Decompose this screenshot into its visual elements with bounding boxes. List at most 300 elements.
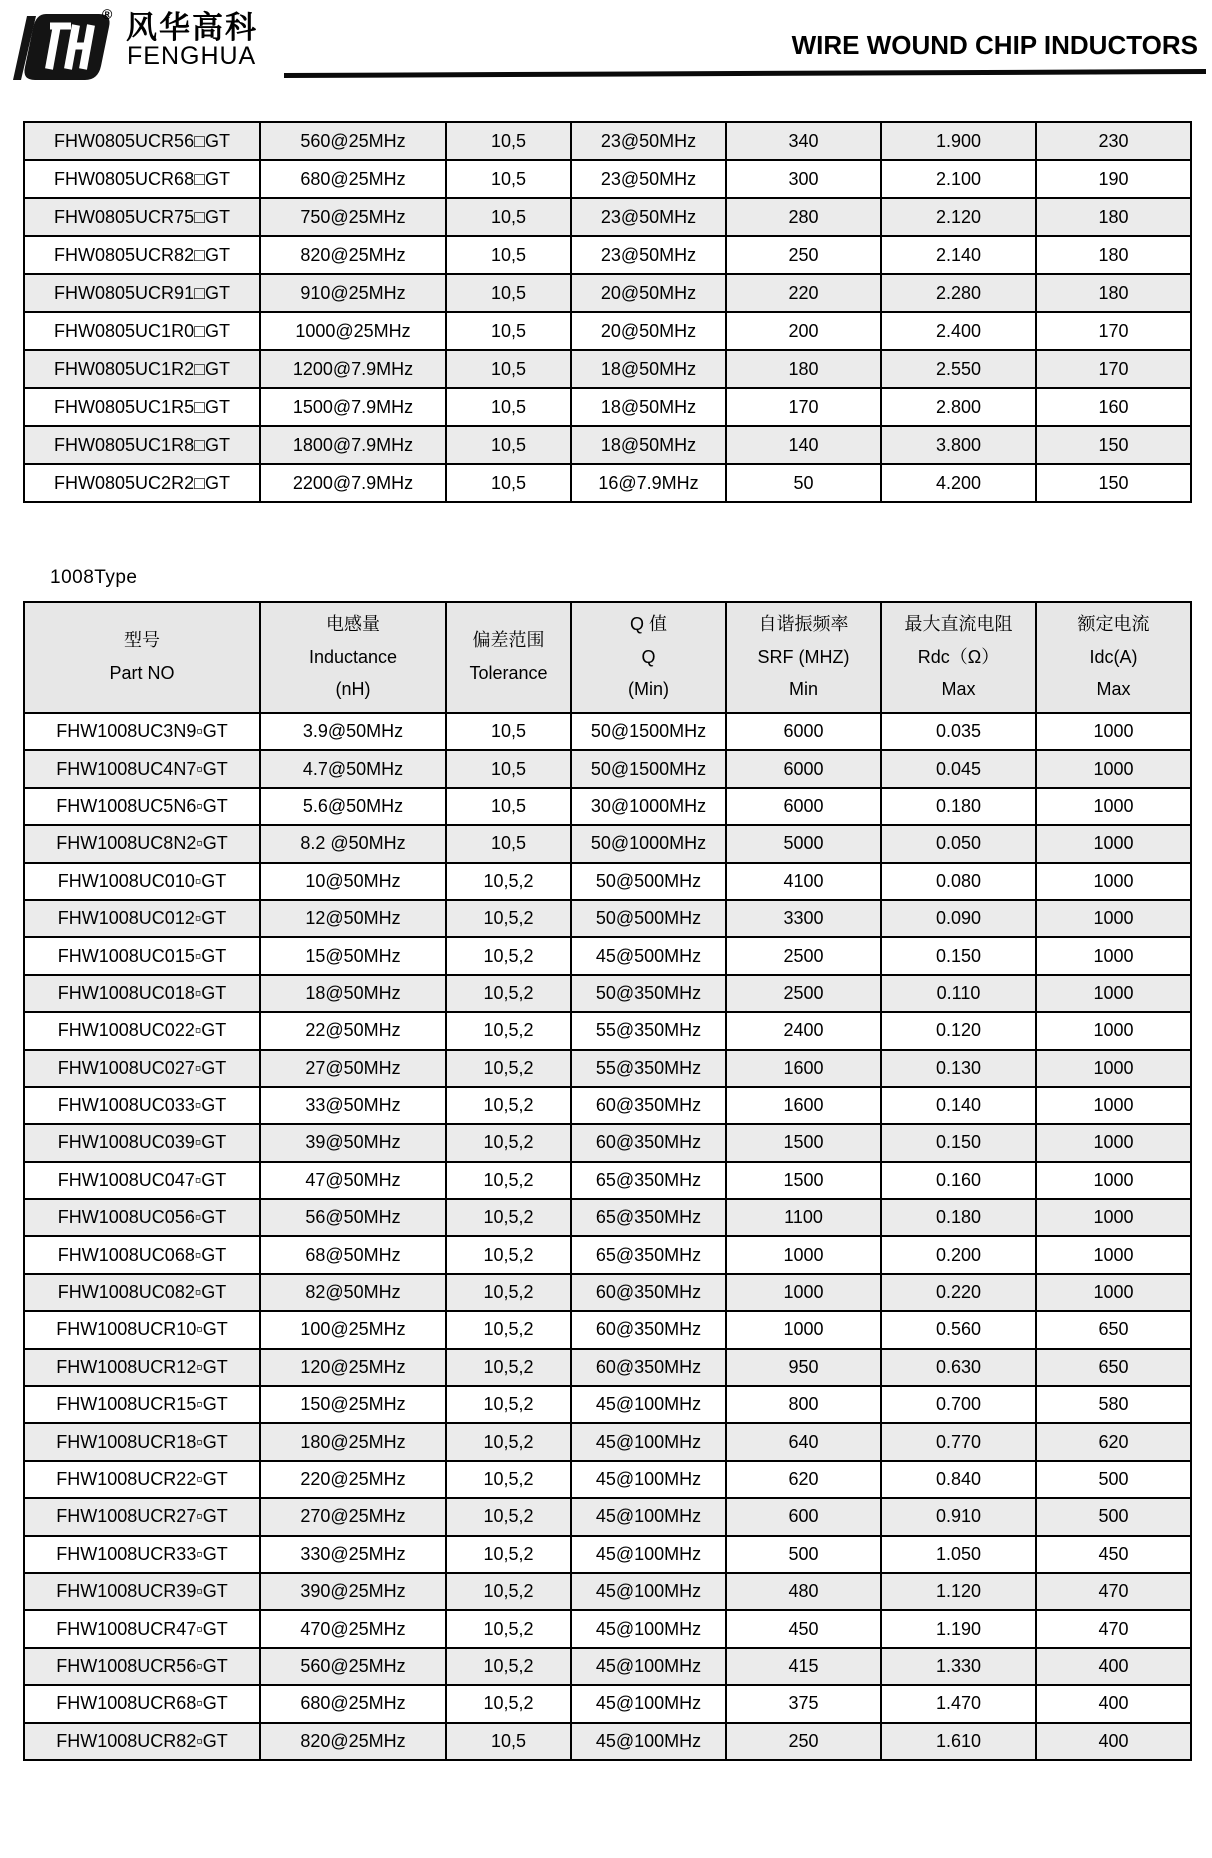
inductance-cell: 22@50MHz — [260, 1012, 446, 1049]
rdc-cell: 0.180 — [881, 788, 1036, 825]
idc-cell: 1000 — [1036, 975, 1191, 1012]
inductance-cell: 120@25MHz — [260, 1349, 446, 1386]
tolerance-cell: 10,5 — [446, 198, 571, 236]
rdc-cell: 1.470 — [881, 1685, 1036, 1722]
tolerance-cell: 10,5,2 — [446, 1685, 571, 1722]
inductance-cell: 270@25MHz — [260, 1498, 446, 1535]
table-row — [24, 900, 1191, 937]
srf-cell: 1600 — [726, 1050, 881, 1087]
inductance-cell: 33@50MHz — [260, 1087, 446, 1124]
q-cell: 23@50MHz — [571, 122, 726, 160]
table-row — [24, 1610, 1191, 1647]
part-no-cell: FHW1008UCR82▫GT — [24, 1723, 260, 1760]
table-row — [24, 1349, 1191, 1386]
srf-cell: 220 — [726, 274, 881, 312]
rdc-cell: 0.630 — [881, 1349, 1036, 1386]
column-header-part-no: 型号 Part NO — [24, 602, 260, 713]
table-row — [24, 388, 1191, 426]
q-cell: 18@50MHz — [571, 388, 726, 426]
idc-cell: 1000 — [1036, 1162, 1191, 1199]
part-no-cell: FHW1008UC022▫GT — [24, 1012, 260, 1049]
table-row — [24, 464, 1191, 502]
inductance-cell: 560@25MHz — [260, 122, 446, 160]
table-row — [24, 1648, 1191, 1685]
table-row — [24, 825, 1191, 862]
inductance-cell: 47@50MHz — [260, 1162, 446, 1199]
inductance-cell: 18@50MHz — [260, 975, 446, 1012]
srf-cell: 2400 — [726, 1012, 881, 1049]
idc-cell: 180 — [1036, 198, 1191, 236]
inductance-cell: 910@25MHz — [260, 274, 446, 312]
rdc-cell: 2.280 — [881, 274, 1036, 312]
srf-cell: 2500 — [726, 937, 881, 974]
part-no-cell: FHW1008UCR12▫GT — [24, 1349, 260, 1386]
q-cell: 45@100MHz — [571, 1498, 726, 1535]
srf-cell: 250 — [726, 236, 881, 274]
srf-cell: 1100 — [726, 1199, 881, 1236]
idc-cell: 150 — [1036, 464, 1191, 502]
q-cell: 65@350MHz — [571, 1162, 726, 1199]
part-no-cell: FHW1008UC4N7▫GT — [24, 750, 260, 787]
tolerance-cell: 10,5,2 — [446, 1423, 571, 1460]
q-cell: 60@350MHz — [571, 1349, 726, 1386]
tolerance-cell: 10,5 — [446, 274, 571, 312]
inductance-cell: 2200@7.9MHz — [260, 464, 446, 502]
inductance-cell: 680@25MHz — [260, 1685, 446, 1722]
part-no-cell: FHW1008UCR15▫GT — [24, 1386, 260, 1423]
idc-cell: 500 — [1036, 1461, 1191, 1498]
q-cell: 23@50MHz — [571, 160, 726, 198]
part-no-cell: FHW1008UCR47▫GT — [24, 1610, 260, 1647]
srf-cell: 800 — [726, 1386, 881, 1423]
rdc-cell: 0.180 — [881, 1199, 1036, 1236]
tolerance-cell: 10,5,2 — [446, 1012, 571, 1049]
rdc-cell: 0.150 — [881, 937, 1036, 974]
srf-cell: 500 — [726, 1536, 881, 1573]
srf-cell: 600 — [726, 1498, 881, 1535]
q-cell: 45@500MHz — [571, 937, 726, 974]
srf-cell: 620 — [726, 1461, 881, 1498]
part-no-cell: FHW1008UC015▫GT — [24, 937, 260, 974]
tolerance-cell: 10,5 — [446, 464, 571, 502]
srf-cell: 1000 — [726, 1274, 881, 1311]
rdc-cell: 0.080 — [881, 863, 1036, 900]
tolerance-cell: 10,5,2 — [446, 1087, 571, 1124]
rdc-cell: 0.770 — [881, 1423, 1036, 1460]
rdc-cell: 0.160 — [881, 1162, 1036, 1199]
inductance-cell: 15@50MHz — [260, 937, 446, 974]
table-row — [24, 1685, 1191, 1722]
part-no-cell: FHW1008UCR22▫GT — [24, 1461, 260, 1498]
table-row — [24, 236, 1191, 274]
part-no-cell: FHW0805UCR56□GT — [24, 122, 260, 160]
srf-cell: 340 — [726, 122, 881, 160]
rdc-cell: 2.120 — [881, 198, 1036, 236]
idc-cell: 170 — [1036, 350, 1191, 388]
idc-cell: 1000 — [1036, 825, 1191, 862]
part-no-cell: FHW0805UC1R5□GT — [24, 388, 260, 426]
srf-cell: 415 — [726, 1648, 881, 1685]
part-no-cell: FHW1008UCR39▫GT — [24, 1573, 260, 1610]
tolerance-cell: 10,5,2 — [446, 1386, 571, 1423]
table-row — [24, 863, 1191, 900]
tolerance-cell: 10,5 — [446, 426, 571, 464]
q-cell: 45@100MHz — [571, 1610, 726, 1647]
inductance-cell: 4.7@50MHz — [260, 750, 446, 787]
rdc-cell: 1.330 — [881, 1648, 1036, 1685]
tolerance-cell: 10,5,2 — [446, 1236, 571, 1273]
table-row — [24, 1573, 1191, 1610]
table-row — [24, 713, 1191, 750]
table-row — [24, 975, 1191, 1012]
idc-cell: 1000 — [1036, 863, 1191, 900]
rdc-cell: 0.110 — [881, 975, 1036, 1012]
tolerance-cell: 10,5,2 — [446, 1199, 571, 1236]
inductance-cell: 560@25MHz — [260, 1648, 446, 1685]
part-no-cell: FHW1008UC010▫GT — [24, 863, 260, 900]
srf-cell: 170 — [726, 388, 881, 426]
tolerance-cell: 10,5,2 — [446, 1050, 571, 1087]
idc-cell: 470 — [1036, 1573, 1191, 1610]
inductance-cell: 330@25MHz — [260, 1536, 446, 1573]
brand-name-english: FENGHUA — [127, 42, 257, 70]
q-cell: 60@350MHz — [571, 1274, 726, 1311]
idc-cell: 580 — [1036, 1386, 1191, 1423]
rdc-cell: 1.050 — [881, 1536, 1036, 1573]
inductance-cell: 680@25MHz — [260, 160, 446, 198]
tolerance-cell: 10,5,2 — [446, 1573, 571, 1610]
inductance-cell: 27@50MHz — [260, 1050, 446, 1087]
part-no-cell: FHW0805UCR68□GT — [24, 160, 260, 198]
inductor-table-0805 — [23, 121, 1192, 503]
page-title: WIRE WOUND CHIP INDUCTORS — [791, 30, 1198, 60]
q-cell: 50@1000MHz — [571, 825, 726, 862]
srf-cell: 480 — [726, 1573, 881, 1610]
srf-cell: 1500 — [726, 1124, 881, 1161]
idc-cell: 180 — [1036, 236, 1191, 274]
part-no-cell: FHW1008UC068▫GT — [24, 1236, 260, 1273]
tolerance-cell: 10,5 — [446, 788, 571, 825]
table-row — [24, 1199, 1191, 1236]
idc-cell: 500 — [1036, 1498, 1191, 1535]
idc-cell: 1000 — [1036, 1199, 1191, 1236]
table-row — [24, 198, 1191, 236]
rdc-cell: 1.190 — [881, 1610, 1036, 1647]
part-no-cell: FHW0805UC1R0□GT — [24, 312, 260, 350]
q-cell: 18@50MHz — [571, 426, 726, 464]
idc-cell: 470 — [1036, 1610, 1191, 1647]
rdc-cell: 0.090 — [881, 900, 1036, 937]
part-no-cell: FHW1008UC027▫GT — [24, 1050, 260, 1087]
rdc-cell: 4.200 — [881, 464, 1036, 502]
inductance-cell: 8.2 @50MHz — [260, 825, 446, 862]
inductance-cell: 82@50MHz — [260, 1274, 446, 1311]
table-row — [24, 788, 1191, 825]
part-no-cell: FHW1008UC033▫GT — [24, 1087, 260, 1124]
part-no-cell: FHW1008UC018▫GT — [24, 975, 260, 1012]
part-no-cell: FHW1008UC056▫GT — [24, 1199, 260, 1236]
inductance-cell: 1200@7.9MHz — [260, 350, 446, 388]
q-cell: 45@100MHz — [571, 1723, 726, 1760]
table-row — [24, 1012, 1191, 1049]
tolerance-cell: 10,5,2 — [446, 1124, 571, 1161]
q-cell: 50@350MHz — [571, 975, 726, 1012]
tolerance-cell: 10,5,2 — [446, 1311, 571, 1348]
column-header-rdc: 最大直流电阻 Rdc（Ω） Max — [881, 602, 1036, 713]
table-row — [24, 312, 1191, 350]
table-row — [24, 1498, 1191, 1535]
rdc-cell: 2.800 — [881, 388, 1036, 426]
rdc-cell: 1.610 — [881, 1723, 1036, 1760]
tolerance-cell: 10,5 — [446, 122, 571, 160]
q-cell: 55@350MHz — [571, 1050, 726, 1087]
q-cell: 65@350MHz — [571, 1199, 726, 1236]
inductance-cell: 10@50MHz — [260, 863, 446, 900]
idc-cell: 1000 — [1036, 937, 1191, 974]
rdc-cell: 0.200 — [881, 1236, 1036, 1273]
table-row — [24, 1124, 1191, 1161]
tolerance-cell: 10,5,2 — [446, 900, 571, 937]
srf-cell: 450 — [726, 1610, 881, 1647]
idc-cell: 1000 — [1036, 713, 1191, 750]
idc-cell: 1000 — [1036, 1050, 1191, 1087]
q-cell: 50@500MHz — [571, 863, 726, 900]
table-row — [24, 1723, 1191, 1760]
idc-cell: 400 — [1036, 1685, 1191, 1722]
q-cell: 20@50MHz — [571, 312, 726, 350]
table-row — [24, 1461, 1191, 1498]
tolerance-cell: 10,5 — [446, 825, 571, 862]
srf-cell: 6000 — [726, 713, 881, 750]
inductor-table-1008-header — [24, 602, 1191, 713]
tolerance-cell: 10,5 — [446, 388, 571, 426]
srf-cell: 2500 — [726, 975, 881, 1012]
q-cell: 50@1500MHz — [571, 750, 726, 787]
q-cell: 16@7.9MHz — [571, 464, 726, 502]
q-cell: 45@100MHz — [571, 1573, 726, 1610]
part-no-cell: FHW1008UC8N2▫GT — [24, 825, 260, 862]
table-row — [24, 1236, 1191, 1273]
tolerance-cell: 10,5 — [446, 312, 571, 350]
part-no-cell: FHW1008UCR18▫GT — [24, 1423, 260, 1460]
srf-cell: 6000 — [726, 788, 881, 825]
table-row — [24, 1087, 1191, 1124]
idc-cell: 1000 — [1036, 1087, 1191, 1124]
table-row — [24, 750, 1191, 787]
inductance-cell: 1000@25MHz — [260, 312, 446, 350]
tolerance-cell: 10,5,2 — [446, 1648, 571, 1685]
inductance-cell: 750@25MHz — [260, 198, 446, 236]
idc-cell: 400 — [1036, 1648, 1191, 1685]
table-row — [24, 1386, 1191, 1423]
q-cell: 50@500MHz — [571, 900, 726, 937]
tolerance-cell: 10,5 — [446, 350, 571, 388]
rdc-cell: 2.550 — [881, 350, 1036, 388]
idc-cell: 1000 — [1036, 1124, 1191, 1161]
table-row — [24, 350, 1191, 388]
inductance-cell: 39@50MHz — [260, 1124, 446, 1161]
idc-cell: 230 — [1036, 122, 1191, 160]
idc-cell: 1000 — [1036, 1274, 1191, 1311]
table-row — [24, 1536, 1191, 1573]
part-no-cell: FHW0805UCR91□GT — [24, 274, 260, 312]
idc-cell: 1000 — [1036, 1236, 1191, 1273]
table-row — [24, 1423, 1191, 1460]
rdc-cell: 0.700 — [881, 1386, 1036, 1423]
inductance-cell: 390@25MHz — [260, 1573, 446, 1610]
rdc-cell: 0.220 — [881, 1274, 1036, 1311]
rdc-cell: 3.800 — [881, 426, 1036, 464]
tolerance-cell: 10,5 — [446, 160, 571, 198]
part-no-cell: FHW1008UCR27▫GT — [24, 1498, 260, 1535]
q-cell: 23@50MHz — [571, 198, 726, 236]
part-no-cell: FHW0805UC1R2□GT — [24, 350, 260, 388]
srf-cell: 180 — [726, 350, 881, 388]
q-cell: 65@350MHz — [571, 1236, 726, 1273]
inductance-cell: 56@50MHz — [260, 1199, 446, 1236]
part-no-cell: FHW0805UCR75□GT — [24, 198, 260, 236]
idc-cell: 650 — [1036, 1349, 1191, 1386]
rdc-cell: 2.140 — [881, 236, 1036, 274]
inductance-cell: 12@50MHz — [260, 900, 446, 937]
column-header-q: Q 值 Q (Min) — [571, 602, 726, 713]
q-cell: 18@50MHz — [571, 350, 726, 388]
q-cell: 45@100MHz — [571, 1685, 726, 1722]
srf-cell: 4100 — [726, 863, 881, 900]
inductance-cell: 820@25MHz — [260, 236, 446, 274]
q-cell: 45@100MHz — [571, 1386, 726, 1423]
q-cell: 60@350MHz — [571, 1311, 726, 1348]
tolerance-cell: 10,5,2 — [446, 1162, 571, 1199]
table-row — [24, 1050, 1191, 1087]
idc-cell: 1000 — [1036, 750, 1191, 787]
table-row — [24, 122, 1191, 160]
part-no-cell: FHW1008UC3N9▫GT — [24, 713, 260, 750]
rdc-cell: 1.900 — [881, 122, 1036, 160]
tolerance-cell: 10,5 — [446, 1723, 571, 1760]
header-row — [24, 602, 1191, 713]
table-row — [24, 274, 1191, 312]
srf-cell: 200 — [726, 312, 881, 350]
inductor-table-0805-body — [24, 122, 1191, 502]
tolerance-cell: 10,5,2 — [446, 1461, 571, 1498]
tolerance-cell: 10,5,2 — [446, 1498, 571, 1535]
inductance-cell: 3.9@50MHz — [260, 713, 446, 750]
part-no-cell: FHW0805UCR82□GT — [24, 236, 260, 274]
inductance-cell: 220@25MHz — [260, 1461, 446, 1498]
idc-cell: 400 — [1036, 1723, 1191, 1760]
inductor-table-1008 — [23, 601, 1192, 1761]
rdc-cell: 0.910 — [881, 1498, 1036, 1535]
rdc-cell: 0.140 — [881, 1087, 1036, 1124]
q-cell: 20@50MHz — [571, 274, 726, 312]
tolerance-cell: 10,5 — [446, 750, 571, 787]
inductance-cell: 180@25MHz — [260, 1423, 446, 1460]
q-cell: 23@50MHz — [571, 236, 726, 274]
idc-cell: 450 — [1036, 1536, 1191, 1573]
idc-cell: 150 — [1036, 426, 1191, 464]
part-no-cell: FHW1008UC5N6▫GT — [24, 788, 260, 825]
idc-cell: 1000 — [1036, 900, 1191, 937]
section-label-1008type: 1008Type — [50, 567, 138, 588]
rdc-cell: 0.130 — [881, 1050, 1036, 1087]
tolerance-cell: 10,5 — [446, 713, 571, 750]
tolerance-cell: 10,5,2 — [446, 975, 571, 1012]
registered-trademark-icon: ® — [102, 6, 113, 22]
q-cell: 50@1500MHz — [571, 713, 726, 750]
srf-cell: 640 — [726, 1423, 881, 1460]
srf-cell: 1000 — [726, 1311, 881, 1348]
inductance-cell: 1800@7.9MHz — [260, 426, 446, 464]
rdc-cell: 0.840 — [881, 1461, 1036, 1498]
idc-cell: 190 — [1036, 160, 1191, 198]
rdc-cell: 0.560 — [881, 1311, 1036, 1348]
fenghua-logo-icon — [13, 10, 113, 86]
srf-cell: 140 — [726, 426, 881, 464]
tolerance-cell: 10,5,2 — [446, 1349, 571, 1386]
column-header-idc: 额定电流 Idc(A) Max — [1036, 602, 1191, 713]
part-no-cell: FHW1008UCR56▫GT — [24, 1648, 260, 1685]
srf-cell: 6000 — [726, 750, 881, 787]
inductance-cell: 150@25MHz — [260, 1386, 446, 1423]
tolerance-cell: 10,5,2 — [446, 1610, 571, 1647]
part-no-cell: FHW1008UC047▫GT — [24, 1162, 260, 1199]
q-cell: 55@350MHz — [571, 1012, 726, 1049]
tolerance-cell: 10,5,2 — [446, 1536, 571, 1573]
table-row — [24, 1162, 1191, 1199]
tolerance-cell: 10,5 — [446, 236, 571, 274]
idc-cell: 1000 — [1036, 1012, 1191, 1049]
q-cell: 45@100MHz — [571, 1536, 726, 1573]
rdc-cell: 0.150 — [881, 1124, 1036, 1161]
rdc-cell: 2.400 — [881, 312, 1036, 350]
srf-cell: 250 — [726, 1723, 881, 1760]
inductance-cell: 100@25MHz — [260, 1311, 446, 1348]
srf-cell: 280 — [726, 198, 881, 236]
inductance-cell: 820@25MHz — [260, 1723, 446, 1760]
q-cell: 30@1000MHz — [571, 788, 726, 825]
srf-cell: 50 — [726, 464, 881, 502]
part-no-cell: FHW0805UC1R8□GT — [24, 426, 260, 464]
rdc-cell: 1.120 — [881, 1573, 1036, 1610]
q-cell: 60@350MHz — [571, 1124, 726, 1161]
srf-cell: 5000 — [726, 825, 881, 862]
tolerance-cell: 10,5,2 — [446, 863, 571, 900]
idc-cell: 170 — [1036, 312, 1191, 350]
part-no-cell: FHW1008UC082▫GT — [24, 1274, 260, 1311]
srf-cell: 300 — [726, 160, 881, 198]
idc-cell: 180 — [1036, 274, 1191, 312]
q-cell: 60@350MHz — [571, 1087, 726, 1124]
column-header-inductance: 电感量 Inductance (nH) — [260, 602, 446, 713]
part-no-cell: FHW1008UCR33▫GT — [24, 1536, 260, 1573]
inductance-cell: 68@50MHz — [260, 1236, 446, 1273]
srf-cell: 1600 — [726, 1087, 881, 1124]
title-underline-rule — [284, 69, 1206, 78]
part-no-cell: FHW1008UC012▫GT — [24, 900, 260, 937]
idc-cell: 1000 — [1036, 788, 1191, 825]
part-no-cell: FHW0805UC2R2□GT — [24, 464, 260, 502]
table-row — [24, 1274, 1191, 1311]
table-row — [24, 160, 1191, 198]
idc-cell: 620 — [1036, 1423, 1191, 1460]
idc-cell: 160 — [1036, 388, 1191, 426]
inductor-table-1008-body — [24, 713, 1191, 1760]
rdc-cell: 0.035 — [881, 713, 1036, 750]
tolerance-cell: 10,5,2 — [446, 937, 571, 974]
rdc-cell: 0.120 — [881, 1012, 1036, 1049]
q-cell: 45@100MHz — [571, 1423, 726, 1460]
